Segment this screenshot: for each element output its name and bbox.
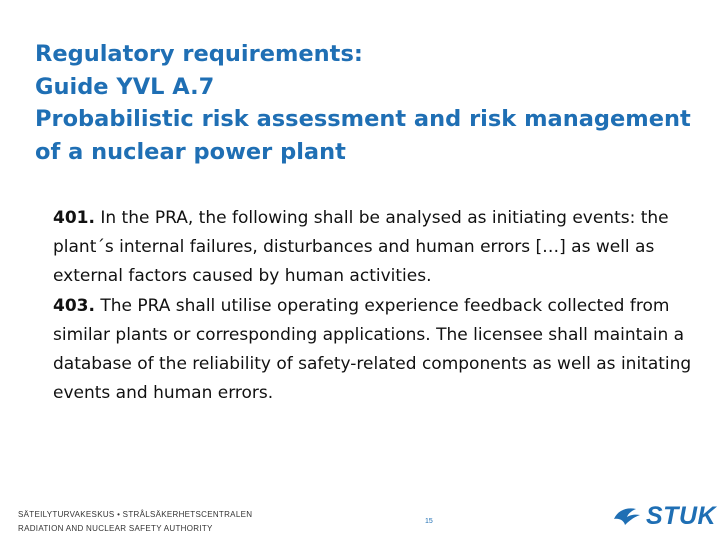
page-number: 15 (425, 518, 433, 525)
requirement-401-text: In the PRA, the following shall be analysed as initiating events: the plant´s internal failures, disturbances and human errors […] as well as external factors caused by human activities. (53, 208, 669, 287)
footer-organization (18, 508, 252, 536)
requirement-401-number: 401. (53, 208, 95, 228)
requirement-403 (53, 292, 693, 409)
title-line-3: Probabilistic risk assessment and risk management (35, 106, 691, 132)
slide-body (53, 204, 693, 408)
title-line-2: Guide YVL A.7 (35, 73, 215, 100)
footer-org-line-1: SÄTEILYTURVAKESKUS • STRÅLSÄKERHETSCENTRALEN (18, 510, 253, 519)
requirement-403-text: The PRA shall utilise operating experience feedback collected from similar plants or corresponding applications. The licensee shall maintain a database of the reliability of safety-related components as well as initating events and human errors. (53, 295, 692, 404)
stuk-logo-text: STUK (646, 501, 717, 530)
requirement-401 (53, 204, 693, 292)
stuk-logo (612, 498, 717, 534)
requirement-403-number: 403. (53, 295, 95, 316)
stuk-bird-icon (612, 504, 642, 528)
slide-title (35, 38, 715, 168)
title-line-1: Regulatory requirements: (35, 41, 363, 67)
footer-org-line-2: RADIATION AND NUCLEAR SAFETY AUTHORITY (18, 524, 213, 533)
title-line-4: of a nuclear power plant (35, 138, 346, 165)
